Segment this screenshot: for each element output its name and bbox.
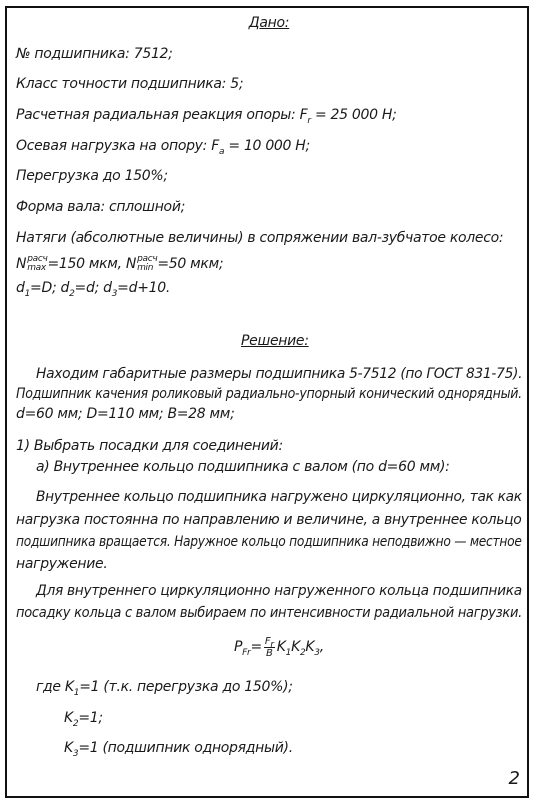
given-heading: Дано: bbox=[248, 15, 290, 31]
fr-value: = 25 000 Н; bbox=[310, 107, 397, 123]
numerator-symbol: F bbox=[264, 635, 271, 647]
fa-value: = 10 000 Н; bbox=[224, 138, 310, 154]
nmin-indices bbox=[137, 255, 157, 273]
bearing-number-line: № подшипника: 7512; bbox=[16, 46, 173, 62]
d2-symbol: d bbox=[60, 280, 70, 296]
para1-line2: Подшипник качения роликовый радиально-упорный конический однорядный. bbox=[16, 386, 522, 402]
k3-symbol: K bbox=[305, 639, 315, 655]
k2-line-symbol: K bbox=[64, 710, 73, 726]
shaft-form-line: Форма вала: сплошной; bbox=[16, 199, 186, 215]
k3-line-sub: 3 bbox=[72, 748, 79, 759]
radial-reaction-text: Расчетная радиальная реакция опоры: bbox=[16, 107, 300, 123]
formula-end: , bbox=[319, 639, 324, 655]
formula-fraction bbox=[264, 636, 275, 659]
k1-symbol: K bbox=[276, 639, 286, 655]
nmin-sub: min bbox=[137, 263, 154, 273]
d3-symbol: d bbox=[103, 280, 112, 296]
k3-sub: 3 bbox=[314, 647, 320, 658]
d1-symbol: d bbox=[16, 280, 25, 296]
para3-line1: Для внутреннего циркуляционно нагруженного кольца подшипника bbox=[36, 583, 522, 599]
para2-line4: нагружение. bbox=[16, 556, 108, 572]
nmax-sub: max bbox=[27, 263, 46, 273]
fa-sub: a bbox=[219, 146, 225, 157]
para2-line3: подшипника вращается. Наружное кольцо подшипника неподвижно — местное bbox=[16, 534, 522, 550]
nmin-sup: расч bbox=[137, 254, 158, 264]
d1-sub: 1 bbox=[24, 288, 31, 299]
formula-eq: = bbox=[250, 639, 262, 655]
step1-line: 1) Выбрать посадки для соединений: bbox=[16, 438, 283, 454]
radial-reaction-line bbox=[16, 107, 397, 126]
k1-sub: 1 bbox=[285, 647, 292, 658]
para3-line2: посадку кольца с валом выбираем по интенсивности радиальной нагрузки. bbox=[16, 605, 523, 621]
overload-line: Перегрузка до 150%; bbox=[16, 168, 168, 184]
d3-sub: 3 bbox=[111, 288, 118, 299]
axial-load-line bbox=[16, 138, 310, 157]
interference-title: Натяги (абсолютные величины) в сопряжении вал-зубчатое колесо: bbox=[16, 230, 504, 246]
k1-line bbox=[36, 679, 293, 698]
k2-symbol: K bbox=[291, 639, 300, 655]
formula-lhs: P bbox=[234, 639, 243, 655]
fraction-denominator: B bbox=[266, 647, 273, 659]
nmax-sup: расч bbox=[27, 254, 48, 264]
nmin-symbol: N bbox=[125, 256, 137, 272]
para1-line3: d=60 мм; D=110 мм; B=28 мм; bbox=[16, 406, 235, 422]
k2-line-sub: 2 bbox=[72, 718, 79, 729]
numerator-sub: r bbox=[270, 639, 274, 650]
fa-symbol: F bbox=[211, 138, 219, 154]
k2-sub: 2 bbox=[299, 647, 306, 658]
para1-line1: Находим габаритные размеры подшипника 5-7512 (по ГОСТ 831-75). bbox=[36, 366, 523, 382]
k2-line-rest: =1; bbox=[78, 710, 103, 726]
nmax-indices bbox=[27, 255, 47, 273]
para2-line2: нагрузка постоянна по направлению и величине, а внутреннее кольцо bbox=[16, 512, 522, 528]
pfr-formula bbox=[234, 634, 324, 660]
d2-sub: 2 bbox=[69, 288, 75, 299]
k3-line-rest: =1 (подшипник однорядный). bbox=[78, 740, 293, 756]
solution-heading: Решение: bbox=[241, 333, 309, 349]
k1-pre: где bbox=[36, 679, 65, 695]
diameters-line bbox=[16, 280, 170, 299]
step1a-line: а) Внутреннее кольцо подшипника с валом (по d=60 мм): bbox=[36, 459, 450, 475]
d1-value: =D; bbox=[30, 280, 61, 296]
fr-symbol: F bbox=[299, 107, 308, 123]
nmin-value: =50 мкм; bbox=[157, 256, 224, 272]
fraction-numerator bbox=[264, 636, 275, 648]
para2-line1: Внутреннее кольцо подшипника нагружено циркуляционно, так как bbox=[36, 489, 522, 505]
axial-load-text: Осевая нагрузка на опору: bbox=[16, 138, 212, 154]
d2-value: =d; bbox=[74, 280, 104, 296]
k1-line-symbol: K bbox=[64, 679, 74, 695]
k2-line bbox=[64, 710, 103, 729]
interference-values-line bbox=[16, 253, 223, 275]
k1-line-sub: 1 bbox=[73, 687, 80, 698]
fr-sub: r bbox=[307, 115, 311, 126]
k3-line-symbol: K bbox=[64, 740, 73, 756]
formula-lhs-sub: Fr bbox=[242, 647, 251, 658]
nmax-value: =150 мкм, bbox=[47, 256, 126, 272]
page-number: 2 bbox=[508, 768, 520, 789]
d3-value: =d+10. bbox=[117, 280, 170, 296]
accuracy-class-line: Класс точности подшипника: 5; bbox=[16, 76, 244, 92]
k1-line-rest: =1 (т.к. перегрузка до 150%); bbox=[79, 679, 293, 695]
nmax-symbol: N bbox=[16, 256, 27, 272]
k3-line bbox=[64, 740, 293, 759]
